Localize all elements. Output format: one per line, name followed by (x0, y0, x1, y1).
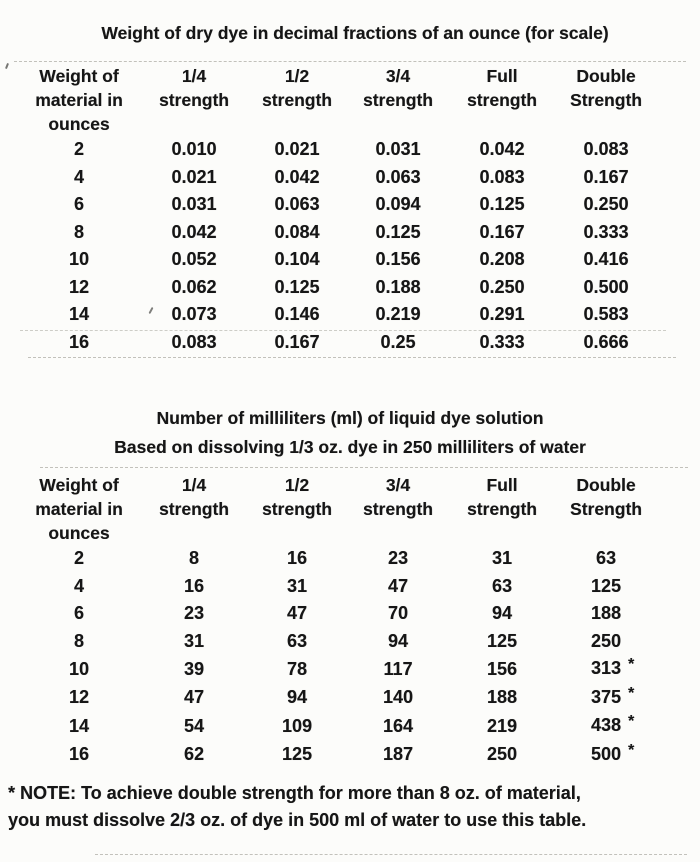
dye-amount-cell: 125 (281, 744, 313, 764)
dye-amount-cell: 0.104 (274, 249, 320, 269)
column-header (248, 62, 346, 136)
dye-amount-cell: 31 (286, 575, 308, 596)
dye-amount-cell: 16 (286, 548, 308, 568)
dye-amount-cell: 0.500 (583, 276, 629, 297)
dye-amount-cell: 0.188 (375, 276, 421, 297)
column-header (554, 62, 658, 136)
table-row (18, 136, 658, 164)
dye-amount-cell: 0.156 (375, 249, 421, 269)
scan-artifact-line (20, 330, 666, 331)
dye-amount-cell: 0.083 (171, 331, 217, 352)
column-header-line: Weight of (39, 66, 119, 86)
dye-amount-cell: 78 (286, 658, 308, 679)
column-header-line: strength (467, 90, 537, 110)
dye-amount-cell: 0.250 (583, 194, 629, 214)
dye-amount-cell: 0.031 (171, 194, 217, 214)
material-weight-cell: 6 (73, 603, 84, 623)
dye-amount-cell: 125 (590, 575, 622, 596)
column-header-line: strength (467, 499, 537, 519)
material-weight-cell: 16 (68, 744, 90, 764)
dye-amount-cell: 70 (387, 603, 409, 623)
material-weight-cell: 6 (73, 194, 84, 214)
column-header (18, 62, 140, 136)
dye-amount-cell: 0.167 (479, 221, 525, 242)
material-weight-cell: 12 (68, 687, 90, 707)
dye-amount-cell: 63 (286, 630, 308, 651)
dye-amount-cell: 0.125 (479, 194, 525, 214)
dye-amount-cell: 23 (183, 603, 205, 623)
dye-amount-cell: 125 (486, 630, 518, 651)
dye-amount-cell: 117 (383, 658, 413, 679)
scan-artifact-line (95, 854, 687, 855)
dye-amount-cell: 31 (183, 630, 205, 651)
dye-amount-cell: 0.094 (375, 194, 421, 214)
dye-amount-cell: 0.666 (583, 331, 629, 352)
dye-amount-cell: 0.042 (274, 166, 320, 187)
material-weight-cell: 4 (73, 575, 84, 596)
dye-amount-cell: 0.073 (171, 304, 217, 324)
dye-amount-cell: 500 * (590, 741, 635, 764)
dye-amount-cell: 0.125 (375, 221, 421, 242)
column-header (346, 62, 450, 136)
column-header-line: strength (159, 90, 229, 110)
material-weight-cell: 14 (68, 304, 90, 324)
column-header-line: strength (159, 499, 229, 519)
dye-amount-cell: 188 (486, 687, 518, 707)
dye-amount-cell: 23 (387, 548, 409, 568)
column-header-line: ounces (48, 114, 110, 134)
dry-dye-table (18, 62, 658, 356)
scan-artifact-line (14, 61, 686, 62)
column-header-line: 1/4 (181, 475, 207, 495)
table-row (18, 573, 658, 601)
material-weight-cell: 2 (73, 548, 84, 568)
dry-dye-table-header-row (18, 62, 658, 136)
dye-amount-cell: 0.125 (274, 276, 320, 297)
table-row (18, 545, 658, 573)
dye-amount-cell: 0.219 (375, 304, 421, 324)
table-row (18, 329, 658, 357)
dye-amount-cell: 94 (387, 630, 409, 651)
dry-dye-table-title: Weight of dry dye in decimal fractions of an ounce (for scale) (101, 23, 609, 43)
column-header-line: 1/2 (284, 475, 310, 495)
dye-amount-cell: 375 * (590, 684, 635, 707)
column-header-line: Strength (570, 90, 642, 110)
dye-amount-cell: 313 * (590, 656, 635, 678)
column-header-line: material in (35, 90, 123, 110)
dye-amount-cell: 438 * (590, 713, 635, 735)
dye-amount-cell: 31 (491, 548, 513, 568)
dye-amount-cell: 0.083 (583, 139, 629, 159)
column-header-line: Strength (570, 499, 642, 519)
column-header (18, 471, 140, 545)
table-row (18, 712, 658, 741)
dye-amount-cell: 188 (590, 603, 622, 623)
column-header-line: strength (363, 90, 433, 110)
dye-amount-cell: 39 (183, 658, 205, 679)
column-header-line: material in (35, 499, 123, 519)
column-header-line: Double (576, 66, 636, 86)
material-weight-cell: 2 (73, 139, 84, 159)
dye-amount-cell: 0.010 (171, 139, 217, 159)
column-header (450, 62, 554, 136)
scan-speck (5, 63, 9, 69)
liquid-dye-table (18, 471, 658, 769)
material-weight-cell: 16 (68, 331, 90, 352)
table-row (18, 301, 658, 329)
dye-amount-cell: 0.333 (583, 221, 629, 242)
scan-artifact-line (40, 467, 688, 468)
column-header-line: strength (262, 90, 332, 110)
column-header-line: Full (486, 475, 518, 495)
dye-amount-cell: 0.250 (479, 276, 525, 297)
column-header (554, 471, 658, 545)
dye-amount-cell: 0.042 (171, 221, 217, 242)
dye-amount-cell: 250 (590, 630, 622, 651)
table-row (18, 600, 658, 628)
dye-amount-cell: 0.167 (274, 331, 320, 352)
table-row (18, 246, 658, 274)
dye-amount-cell: 156 (486, 658, 518, 679)
dye-amount-cell: 0.291 (479, 304, 525, 324)
dye-amount-cell: 94 (286, 687, 308, 707)
dye-amount-cell: 219 (486, 715, 518, 736)
material-weight-cell: 10 (68, 658, 90, 679)
column-header-line: 1/2 (284, 66, 310, 86)
table-row (18, 655, 658, 684)
table-row (18, 684, 658, 713)
dye-amount-cell: 0.333 (479, 331, 525, 352)
material-weight-cell: 8 (73, 221, 84, 242)
dye-amount-cell: 0.021 (274, 139, 320, 159)
column-header-line: ounces (48, 523, 110, 543)
dye-amount-cell: 0.208 (479, 249, 525, 269)
scan-artifact-line (28, 357, 676, 358)
liquid-dye-table-body (18, 545, 658, 769)
dye-amount-cell: 0.063 (274, 194, 320, 214)
dye-amount-cell: 0.084 (274, 221, 320, 242)
table-row (18, 628, 658, 656)
dye-amount-cell: 63 (491, 575, 513, 596)
dye-amount-cell: 16 (183, 575, 205, 596)
liquid-dye-table-title: Number of milliliters (ml) of liquid dye solution (156, 408, 544, 428)
column-header-line: Weight of (39, 475, 119, 495)
table-row (18, 219, 658, 247)
column-header (140, 471, 248, 545)
dye-amount-cell: 0.031 (375, 139, 421, 159)
dye-amount-cell: 0.583 (583, 304, 629, 324)
dye-amount-cell: 109 (281, 715, 313, 736)
column-header (450, 471, 554, 545)
table-row (18, 191, 658, 219)
liquid-dye-table-header-row (18, 471, 658, 545)
dye-amount-cell: 0.167 (583, 166, 629, 187)
column-header-line: strength (262, 499, 332, 519)
table-row (18, 741, 658, 770)
column-header (346, 471, 450, 545)
dye-amount-cell: 94 (491, 603, 513, 623)
dye-amount-cell: 8 (188, 548, 199, 568)
liquid-dye-table-subtitle: Based on dissolving 1/3 oz. dye in 250 milliliters of water (114, 437, 586, 457)
dye-amount-cell: 0.063 (375, 166, 421, 187)
table-row (18, 274, 658, 302)
column-header (140, 62, 248, 136)
dye-amount-cell: 0.052 (171, 249, 217, 269)
dye-amount-cell: 0.042 (479, 139, 525, 159)
material-weight-cell: 14 (68, 715, 90, 736)
material-weight-cell: 8 (73, 630, 84, 651)
dye-amount-cell: 187 (382, 744, 414, 764)
dye-amount-cell: 47 (286, 603, 308, 623)
column-header-line: Full (486, 66, 518, 86)
column-header-line: 3/4 (385, 475, 411, 495)
dye-amount-cell: 140 (382, 687, 414, 707)
dye-amount-cell: 0.146 (274, 304, 320, 324)
material-weight-cell: 10 (68, 249, 90, 269)
footnote-line-2: you must dissolve 2/3 oz. of dye in 500 ml of water to use this table. (8, 810, 587, 830)
dye-amount-cell: 47 (183, 687, 205, 707)
footnote-line-1: * NOTE: To achieve double strength for more than 8 oz. of material, (8, 783, 581, 803)
dye-amount-cell: 62 (183, 744, 205, 764)
dye-amount-cell: 0.083 (479, 166, 525, 187)
double-strength-footnote (8, 780, 700, 834)
table-row (18, 164, 658, 192)
dye-amount-cell: 0.062 (171, 276, 217, 297)
dye-amount-cell: 164 (382, 715, 414, 736)
column-header-line: 3/4 (385, 66, 411, 86)
dye-amount-cell: 0.416 (583, 249, 629, 269)
dye-amount-cell: 54 (183, 715, 205, 736)
dye-amount-cell: 0.021 (171, 166, 217, 187)
dye-amount-cell: 63 (595, 548, 617, 568)
dye-amount-cell: 0.25 (380, 331, 416, 352)
material-weight-cell: 12 (68, 276, 90, 297)
dye-amount-cell: 250 (486, 744, 518, 764)
column-header-line: strength (363, 499, 433, 519)
column-header (248, 471, 346, 545)
material-weight-cell: 4 (73, 166, 84, 187)
column-header-line: 1/4 (181, 66, 207, 86)
dry-dye-table-body (18, 136, 658, 356)
column-header-line: Double (576, 475, 636, 495)
dye-amount-cell: 47 (387, 575, 409, 596)
